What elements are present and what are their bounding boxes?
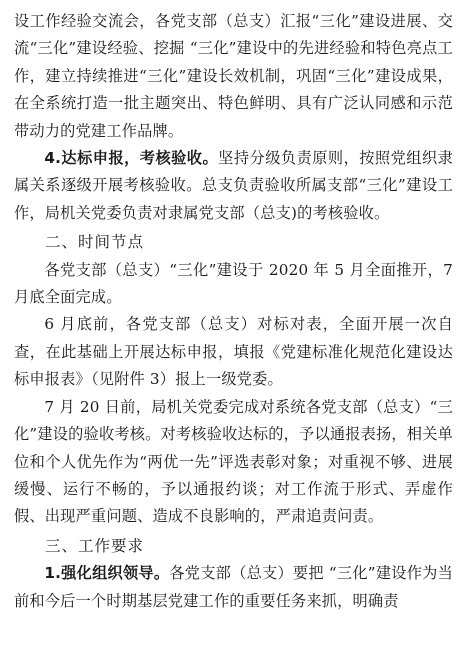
paragraph-item-1 [14,560,453,615]
paragraph-experience-exchange: 设工作经验交流会，各党支部（总支）汇报“三化”建设进展、交流“三化”建设经验、挖掘 “三化”建设中的先进经验和特色亮点工作，建立持续推进“三化”建设长效机制，巩固“三化”建设成果，在全系统打造一批主题突出、特色鲜明、具有广泛认同感和示范带动力的党建工作品牌。 [14,12,453,140]
paragraph-item-4 [14,145,453,227]
paragraph-time-2: 6 月底前，各党支部（总支）对标对表，全面开展一次自查，在此基础上开展达标申报，填报《党建标准化规范化建设达标申报表》（见附件 3）报上一级党委。 [14,315,453,389]
item-4-lead: 4.达标申报，考核验收。 [44,149,219,168]
paragraph-time-3: 7 月 20 日前，局机关党委完成对系统各党支部（总支）“三化”建设的验收考核。对考核验收达标的，予以通报表扬，相关单位和个人优先作为“两优一先”评选表彰对象；对重视不够、进展缓慢、运行不畅的，予以通报约谈；对工作流于形式、弄虚作假、出现严重问题、造成不良影响的，严肃追责问责。 [14,397,453,526]
item-4-body: 坚持分级负责原则，按照党组织隶属关系逐级开展考核验收。总支负责验收所属支部“三化”建设工作，局机关党委负责对隶属党支部（总支)的考核验收。 [14,149,454,222]
paragraph-time-1: 各党支部（总支）“三化”建设于 2020 年 5 月全面推开，7 月底全面完成。 [14,260,453,307]
item-1-lead: 1.强化组织领导。 [44,564,170,583]
section-heading-work-requirements: 三、工作要求 [45,536,145,555]
section-heading-time-nodes: 二、时间节点 [45,233,145,252]
item-1-body: 各党支部（总支）要把 “三化”建设作为当前和今后一个时期基层党建工作的重要任务来抓，明确责 [14,564,454,610]
